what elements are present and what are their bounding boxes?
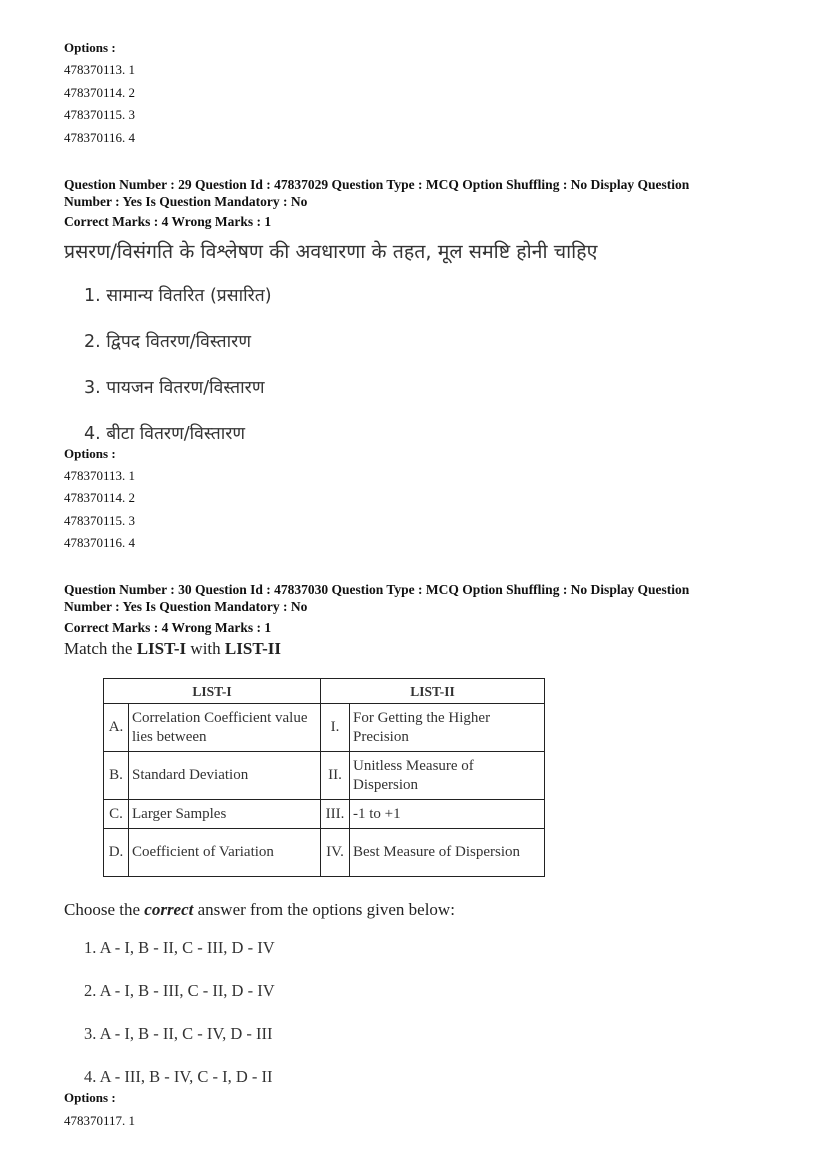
option-id: 478370113. 1 <box>64 62 136 77</box>
option-id: 478370114. 2 <box>64 85 136 100</box>
table-header-list2: LIST-II <box>321 679 545 704</box>
table-cell: B. <box>104 752 129 800</box>
question-30-choice: 3. A - I, B - II, C - IV, D - III <box>84 1024 273 1043</box>
table-row <box>104 800 545 829</box>
table-cell: C. <box>104 800 129 829</box>
table-row <box>104 829 545 877</box>
question-29-meta: Question Number : 29 Question Id : 47837029 Question Type : MCQ Option Shuffling : No Display Question Number : Yes Is Question Mandatory : No <box>64 177 690 209</box>
question-29-choice: 3. पायजन वितरण/विस्तारण <box>84 378 265 398</box>
table-cell: D. <box>104 829 129 877</box>
question-30-choice: 2. A - I, B - III, C - II, D - IV <box>84 981 275 1000</box>
table-row <box>104 704 545 752</box>
choose-instruction: Choose the correct answer from the options given below: <box>64 900 455 919</box>
table-cell: Unitless Measure of Dispersion <box>350 752 545 800</box>
options-label: Options : <box>64 40 116 55</box>
option-id: 478370115. 3 <box>64 107 136 122</box>
match-table <box>103 678 545 877</box>
question-30-marks: Correct Marks : 4 Wrong Marks : 1 <box>64 620 272 635</box>
table-header-row <box>104 679 545 704</box>
table-cell: A. <box>104 704 129 752</box>
table-row <box>104 752 545 800</box>
table-cell: II. <box>321 752 350 800</box>
options-label: Options : <box>64 1090 116 1105</box>
table-cell: For Getting the Higher Precision <box>350 704 545 752</box>
table-cell: III. <box>321 800 350 829</box>
table-cell: Correlation Coefficient value lies between <box>129 704 321 752</box>
table-cell: -1 to +1 <box>350 800 545 829</box>
table-cell: Larger Samples <box>129 800 321 829</box>
table-cell: I. <box>321 704 350 752</box>
question-30-meta: Question Number : 30 Question Id : 47837030 Question Type : MCQ Option Shuffling : No Display Question Number : Yes Is Question Mandatory : No <box>64 582 690 614</box>
question-30-choice: 1. A - I, B - II, C - III, D - IV <box>84 938 275 957</box>
option-id: 478370116. 4 <box>64 130 136 145</box>
option-id: 478370114. 2 <box>64 490 136 505</box>
question-29-marks: Correct Marks : 4 Wrong Marks : 1 <box>64 214 272 229</box>
option-id: 478370113. 1 <box>64 468 136 483</box>
question-29-choice: 4. बीटा वितरण/विस्तारण <box>84 424 246 444</box>
question-29-choice: 2. द्विपद वितरण/विस्तारण <box>84 332 251 352</box>
question-30-choice: 4. A - III, B - IV, C - I, D - II <box>84 1067 273 1086</box>
question-29-choice: 1. सामान्य वितरित (प्रसारित) <box>84 286 272 306</box>
table-cell: Best Measure of Dispersion <box>350 829 545 877</box>
options-label: Options : <box>64 446 116 461</box>
table-cell: Standard Deviation <box>129 752 321 800</box>
question-30-text: Match the LIST-I with LIST-II <box>64 639 281 658</box>
table-header-list1: LIST-I <box>104 679 321 704</box>
option-id: 478370115. 3 <box>64 513 136 528</box>
table-cell: IV. <box>321 829 350 877</box>
option-id: 478370116. 4 <box>64 535 136 550</box>
table-cell: Coefficient of Variation <box>129 829 321 877</box>
option-id: 478370117. 1 <box>64 1113 136 1128</box>
question-29-text: प्रसरण/विसंगति के विश्लेषण की अवधारणा के तहत, मूल समष्टि होनी चाहिए <box>64 240 598 263</box>
